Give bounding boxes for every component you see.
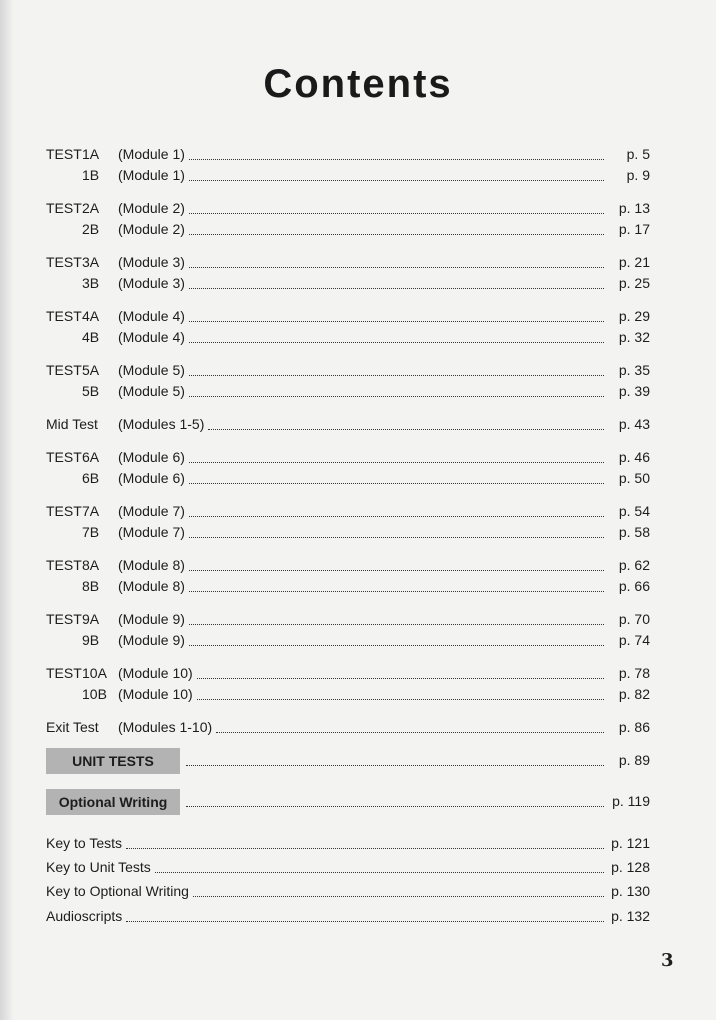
toc-page-ref: p. 50	[618, 470, 650, 486]
page-edge-shadow	[0, 0, 14, 1020]
toc-row[interactable]	[46, 198, 650, 218]
toc-page-ref: p. 121	[611, 835, 650, 851]
toc-key-label: Key to Unit Tests	[46, 859, 151, 875]
toc-test-code: 7B	[82, 524, 100, 540]
toc-test-code: 8A	[82, 557, 100, 573]
toc-test-code: 1A	[82, 146, 100, 162]
toc-dot-leader	[189, 591, 604, 592]
toc-test-code: 9A	[82, 611, 100, 627]
toc-module: (Module 1)	[118, 167, 185, 183]
toc-test-label: TEST	[46, 146, 82, 162]
toc-dot-leader	[186, 806, 604, 807]
toc-dot-leader	[189, 645, 604, 646]
toc-module: (Module 4)	[118, 308, 185, 324]
toc-dot-leader	[197, 699, 604, 700]
toc-dot-leader	[189, 342, 604, 343]
toc-module: (Module 10)	[118, 686, 193, 702]
toc-dot-leader	[155, 872, 604, 873]
toc-module: (Module 7)	[118, 524, 185, 540]
toc-dot-leader	[197, 678, 604, 679]
toc-page-ref: p. 29	[618, 308, 650, 324]
toc-dot-leader	[189, 213, 604, 214]
toc-dot-leader	[189, 159, 604, 160]
page-number: 3	[661, 950, 674, 971]
toc-test-label: TEST	[46, 557, 82, 573]
toc-test-label: TEST	[46, 200, 82, 216]
toc-module: (Module 8)	[118, 557, 185, 573]
toc-key-label: Key to Optional Writing	[46, 883, 189, 899]
toc-row[interactable]	[46, 273, 650, 293]
toc-module: (Modules 1-10)	[118, 719, 213, 735]
toc-test-code: 10A	[82, 665, 107, 681]
toc-row[interactable]	[46, 555, 650, 575]
toc-test-code: 4A	[82, 308, 100, 324]
toc-dot-leader	[216, 732, 604, 733]
toc-module: (Module 9)	[118, 611, 185, 627]
toc-page-ref: p. 46	[618, 449, 650, 465]
toc-dot-leader	[126, 848, 604, 849]
unit-tests-heading[interactable]: UNIT TESTS	[46, 748, 180, 774]
toc-page-ref: p. 25	[618, 275, 650, 291]
toc-module: (Module 2)	[118, 200, 185, 216]
toc-page-ref: p. 66	[618, 578, 650, 594]
toc-row[interactable]	[46, 609, 650, 629]
toc-page-ref: p. 9	[626, 167, 650, 183]
toc-dot-leader	[189, 267, 604, 268]
toc-page-ref: p. 54	[618, 503, 650, 519]
toc-row[interactable]	[46, 414, 650, 434]
toc-row[interactable]	[46, 219, 650, 239]
toc-row[interactable]	[46, 306, 650, 326]
optional-writing-heading[interactable]: Optional Writing	[46, 789, 180, 815]
toc-row[interactable]	[46, 468, 650, 488]
toc-row[interactable]	[46, 447, 650, 467]
toc-page-ref: p. 13	[618, 200, 650, 216]
toc-module: (Module 10)	[118, 665, 193, 681]
toc-row[interactable]	[46, 750, 650, 770]
toc-row[interactable]	[46, 252, 650, 272]
toc-test-code: 1B	[82, 167, 100, 183]
toc-test-label: TEST	[46, 665, 82, 681]
toc-row[interactable]	[46, 522, 650, 542]
toc-row[interactable]	[46, 165, 650, 185]
toc-test-label: TEST	[46, 611, 82, 627]
toc-page-ref: p. 17	[618, 221, 650, 237]
toc-test-code: 2B	[82, 221, 100, 237]
toc-module: (Module 6)	[118, 470, 185, 486]
toc-page-ref: p. 70	[618, 611, 650, 627]
toc-row[interactable]	[46, 360, 650, 380]
toc-module: (Module 3)	[118, 254, 185, 270]
toc-page-ref: p. 82	[618, 686, 650, 702]
toc-test-code: 3A	[82, 254, 100, 270]
toc-test-code: 10B	[82, 686, 107, 702]
toc-page-ref: p. 78	[618, 665, 650, 681]
toc-module: (Module 2)	[118, 221, 185, 237]
toc-page-ref: p. 32	[618, 329, 650, 345]
toc-dot-leader	[126, 921, 604, 922]
toc-row[interactable]	[46, 144, 650, 164]
toc-row[interactable]	[46, 576, 650, 596]
toc-test-label: TEST	[46, 503, 82, 519]
toc-row[interactable]	[46, 630, 650, 650]
toc-row[interactable]	[46, 717, 650, 737]
toc-page-ref: p. 35	[618, 362, 650, 378]
toc-test-code: 3B	[82, 275, 100, 291]
toc-page-ref: p. 128	[611, 859, 650, 875]
toc-test-label: Exit Test	[46, 719, 99, 735]
toc-test-code: 2A	[82, 200, 100, 216]
toc-module: (Module 1)	[118, 146, 185, 162]
toc-dot-leader	[189, 180, 604, 181]
toc-row[interactable]	[46, 501, 650, 521]
toc-module: (Module 9)	[118, 632, 185, 648]
toc-dot-leader	[193, 896, 604, 897]
toc-dot-leader	[189, 537, 604, 538]
toc-row[interactable]	[46, 791, 650, 811]
toc-row[interactable]	[46, 906, 650, 926]
toc-dot-leader	[189, 396, 604, 397]
toc-module: (Module 7)	[118, 503, 185, 519]
toc-test-code: 5B	[82, 383, 100, 399]
toc-test-code: 7A	[82, 503, 100, 519]
toc-page-ref: p. 43	[618, 416, 650, 432]
toc-test-code: 5A	[82, 362, 100, 378]
toc-test-label: TEST	[46, 449, 82, 465]
toc-dot-leader	[189, 375, 604, 376]
toc-key-label: Key to Tests	[46, 835, 123, 851]
toc-dot-leader	[189, 516, 604, 517]
toc-test-code: 4B	[82, 329, 100, 345]
toc-dot-leader	[189, 462, 604, 463]
toc-page-ref: p. 62	[618, 557, 650, 573]
toc-test-code: 9B	[82, 632, 100, 648]
toc-dot-leader	[189, 321, 604, 322]
toc-page-ref: p. 132	[611, 908, 650, 924]
toc-row[interactable]	[46, 833, 650, 853]
toc-module: (Module 4)	[118, 329, 185, 345]
toc-module: (Module 5)	[118, 362, 185, 378]
toc-module: (Modules 1-5)	[118, 416, 205, 432]
toc-page-ref: p. 21	[618, 254, 650, 270]
toc-key-label: Audioscripts	[46, 908, 123, 924]
toc-module: (Module 8)	[118, 578, 185, 594]
toc-dot-leader	[208, 429, 604, 430]
toc-dot-leader	[189, 288, 604, 289]
toc-test-label: Mid Test	[46, 416, 98, 432]
toc-page-ref: p. 86	[618, 719, 650, 735]
toc-module: (Module 3)	[118, 275, 185, 291]
toc-test-label: TEST	[46, 308, 82, 324]
toc-dot-leader	[189, 624, 604, 625]
toc-dot-leader	[189, 234, 604, 235]
toc-page-ref: p. 5	[626, 146, 650, 162]
toc-module: (Module 6)	[118, 449, 185, 465]
toc-page-ref: p. 89	[618, 752, 650, 768]
toc-page-ref: p. 119	[612, 793, 650, 809]
toc-test-label: TEST	[46, 362, 82, 378]
toc-test-label: TEST	[46, 254, 82, 270]
toc-dot-leader	[186, 765, 604, 766]
toc-module: (Module 5)	[118, 383, 185, 399]
toc-row[interactable]	[46, 327, 650, 347]
toc-test-code: 8B	[82, 578, 100, 594]
toc-row[interactable]	[46, 381, 650, 401]
toc-row[interactable]	[46, 684, 650, 704]
toc-test-code: 6B	[82, 470, 100, 486]
toc-row[interactable]	[46, 663, 650, 683]
toc-row[interactable]	[46, 857, 650, 877]
toc-dot-leader	[189, 483, 604, 484]
toc-page-ref: p. 39	[618, 383, 650, 399]
toc-row[interactable]	[46, 881, 650, 901]
toc-page-ref: p. 74	[618, 632, 650, 648]
toc-page-ref: p. 58	[618, 524, 650, 540]
toc-page-ref: p. 130	[611, 883, 650, 899]
toc-test-code: 6A	[82, 449, 100, 465]
toc-dot-leader	[189, 570, 604, 571]
page-title: Contents	[263, 62, 453, 106]
